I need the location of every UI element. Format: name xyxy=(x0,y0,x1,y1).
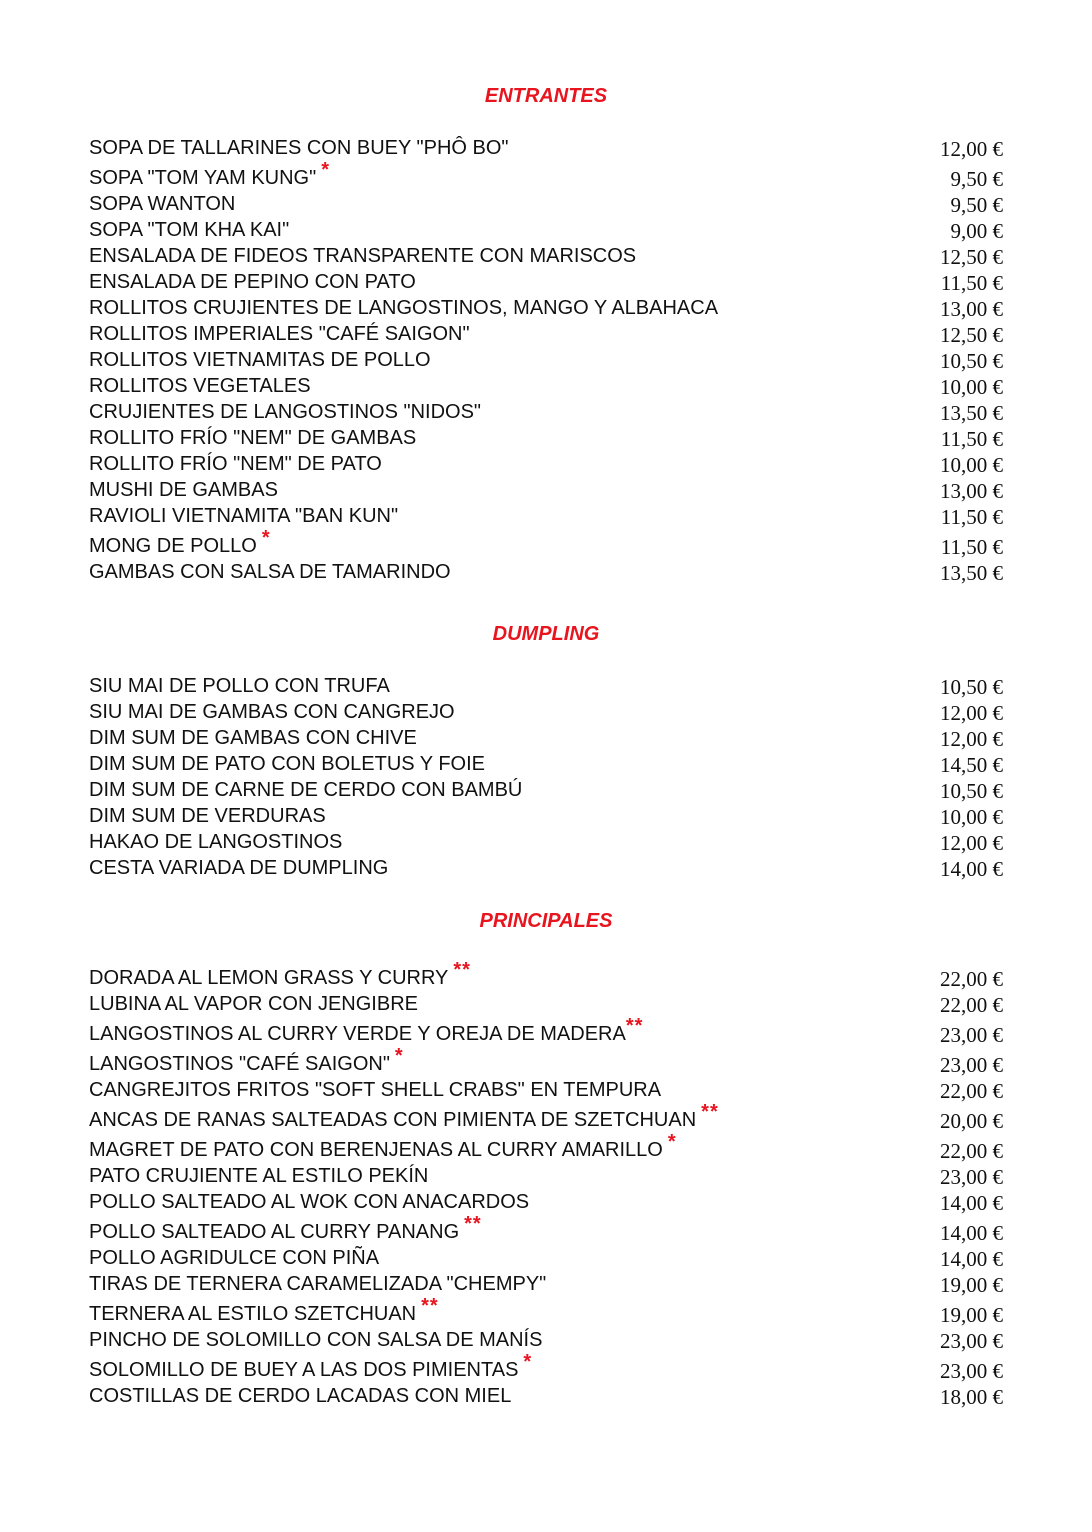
menu-item-price: 14,00 € xyxy=(940,1247,1003,1271)
menu-item xyxy=(89,159,1003,192)
menu-item-price: 10,50 € xyxy=(940,349,1003,373)
menu-item-price: 10,00 € xyxy=(940,453,1003,477)
spicy-marker: * xyxy=(667,1131,677,1153)
spicy-marker: * xyxy=(321,159,331,181)
menu-item xyxy=(89,1328,1003,1354)
menu-item xyxy=(89,322,1003,348)
menu-item-name xyxy=(89,1385,511,1407)
menu-item-label: SOPA WANTON xyxy=(89,193,236,215)
menu-item-name xyxy=(89,245,636,267)
menu-item xyxy=(89,752,1003,778)
menu-item-label: DIM SUM DE VERDURAS xyxy=(89,805,326,827)
menu-item xyxy=(89,1351,1003,1384)
menu-item-name xyxy=(89,727,417,749)
entrantes-list xyxy=(89,136,1003,586)
menu-item-label: ROLLITOS IMPERIALES "CAFÉ SAIGON" xyxy=(89,323,470,345)
dumpling-list xyxy=(89,674,1003,882)
menu-item-price: 10,00 € xyxy=(940,805,1003,829)
menu-item xyxy=(89,1045,1003,1078)
menu-item-price: 10,50 € xyxy=(940,675,1003,699)
menu-item-name xyxy=(89,561,451,583)
spicy-marker: * xyxy=(523,1351,533,1373)
menu-item-price: 10,00 € xyxy=(940,375,1003,399)
menu-item xyxy=(89,804,1003,830)
menu-item-price: 23,00 € xyxy=(940,1053,1003,1077)
menu-item-price: 12,00 € xyxy=(940,701,1003,725)
menu-item-label: SOPA "TOM YAM KUNG" xyxy=(89,167,317,189)
menu-item-name xyxy=(89,1213,482,1243)
menu-item-price: 11,50 € xyxy=(940,427,1003,451)
menu-item-label: LANGOSTINOS AL CURRY VERDE Y OREJA DE MADERA xyxy=(89,1023,626,1045)
menu-item-price: 14,50 € xyxy=(940,753,1003,777)
menu-item-label: ENSALADA DE FIDEOS TRANSPARENTE CON MARISCOS xyxy=(89,245,637,267)
menu-item xyxy=(89,856,1003,882)
menu-item-price: 18,00 € xyxy=(940,1385,1003,1409)
menu-item-label: ROLLITOS VIETNAMITAS DE POLLO xyxy=(89,349,431,371)
menu-item-name xyxy=(89,1295,439,1325)
menu-item xyxy=(89,1295,1003,1328)
menu-item-label: LANGOSTINOS "CAFÉ SAIGON" xyxy=(89,1053,390,1075)
menu-item-price: 12,00 € xyxy=(940,831,1003,855)
spicy-marker: ** xyxy=(464,1213,482,1235)
menu-item-name xyxy=(89,1165,428,1187)
menu-item-label: SIU MAI DE POLLO CON TRUFA xyxy=(89,675,390,697)
menu-item xyxy=(89,992,1003,1018)
menu-item-label: ROLLITOS VEGETALES xyxy=(89,375,311,397)
menu-item-name xyxy=(89,1351,533,1381)
menu-item-label: ENSALADA DE PEPINO CON PATO xyxy=(89,271,416,293)
menu-item-price: 14,00 € xyxy=(940,1221,1003,1245)
menu-item xyxy=(89,192,1003,218)
menu-item-name xyxy=(89,375,311,397)
menu-item xyxy=(89,478,1003,504)
spicy-marker: ** xyxy=(625,1015,644,1037)
menu-item-name xyxy=(89,1101,719,1131)
menu-item-price: 23,00 € xyxy=(940,1329,1003,1353)
menu-item xyxy=(89,1101,1003,1134)
menu-item-name xyxy=(89,1329,542,1351)
menu-item-price: 22,00 € xyxy=(940,967,1003,991)
menu-item-name xyxy=(89,753,485,775)
menu-item-label: ROLLITO FRÍO "NEM" DE GAMBAS xyxy=(89,427,417,449)
menu-item-price: 19,00 € xyxy=(940,1303,1003,1327)
menu-item xyxy=(89,452,1003,478)
menu-item-name xyxy=(89,323,470,345)
menu-item-price: 12,00 € xyxy=(940,727,1003,751)
menu-item xyxy=(89,218,1003,244)
menu-item-price: 23,00 € xyxy=(940,1359,1003,1383)
menu-item-name xyxy=(89,805,326,827)
menu-item-label: POLLO SALTEADO AL CURRY PANANG xyxy=(89,1221,460,1243)
menu-item-price: 11,50 € xyxy=(940,271,1003,295)
menu-item-price: 12,50 € xyxy=(940,245,1003,269)
menu-item-name xyxy=(89,193,235,215)
menu-item-label: SOLOMILLO DE BUEY A LAS DOS PIMIENTAS xyxy=(89,1359,519,1381)
menu-item-name xyxy=(89,1191,529,1213)
menu-item-name xyxy=(89,1247,379,1269)
menu-item-price: 14,00 € xyxy=(940,1191,1003,1215)
menu-item-label: DIM SUM DE PATO CON BOLETUS Y FOIE xyxy=(89,753,485,775)
menu-item-name xyxy=(89,701,455,723)
menu-item-price: 22,00 € xyxy=(940,1079,1003,1103)
menu-item xyxy=(89,1272,1003,1298)
menu-item xyxy=(89,136,1003,162)
menu-item-label: CRUJIENTES DE LANGOSTINOS "NIDOS" xyxy=(89,401,482,423)
menu-item-label: DORADA AL LEMON GRASS Y CURRY xyxy=(89,967,449,989)
section-title-principales: PRINCIPALES xyxy=(479,910,613,932)
menu-item xyxy=(89,1213,1003,1246)
menu-item xyxy=(89,1078,1003,1104)
menu-item xyxy=(89,778,1003,804)
menu-item-price: 19,00 € xyxy=(940,1273,1003,1297)
menu-item-label: POLLO SALTEADO AL WOK CON ANACARDOS xyxy=(89,1191,530,1213)
menu-item-name xyxy=(89,271,416,293)
menu-item-price: 20,00 € xyxy=(940,1109,1003,1133)
menu-item-name xyxy=(89,453,382,475)
menu-item-name xyxy=(89,349,431,371)
menu-item-name xyxy=(89,857,388,879)
menu-item-name xyxy=(89,427,416,449)
menu-item xyxy=(89,527,1003,560)
menu-item-price: 23,00 € xyxy=(940,1165,1003,1189)
menu-item xyxy=(89,1015,1003,1048)
menu-item-price: 13,00 € xyxy=(940,297,1003,321)
menu-item-label: POLLO AGRIDULCE CON PIÑA xyxy=(89,1247,380,1269)
menu-item-name xyxy=(89,297,718,319)
menu-item-label: MUSHI DE GAMBAS xyxy=(89,479,278,501)
menu-item xyxy=(89,504,1003,530)
spicy-marker: * xyxy=(261,527,271,549)
menu-item-label: MAGRET DE PATO CON BERENJENAS AL CURRY AMARILLO xyxy=(89,1139,663,1161)
menu-item-name xyxy=(89,1015,644,1045)
menu-item xyxy=(89,270,1003,296)
menu-item xyxy=(89,1164,1003,1190)
menu-item-name xyxy=(89,959,471,989)
menu-item-name xyxy=(89,675,390,697)
menu-item-name xyxy=(89,1131,677,1161)
menu-item-price: 23,00 € xyxy=(940,1023,1003,1047)
menu-item-label: SOPA "TOM KHA KAI" xyxy=(89,219,290,241)
menu-item-price: 13,50 € xyxy=(940,561,1003,585)
menu-item-price: 13,50 € xyxy=(940,401,1003,425)
menu-item-name xyxy=(89,1079,661,1101)
menu-item xyxy=(89,674,1003,700)
menu-item xyxy=(89,700,1003,726)
menu-item-name xyxy=(89,159,331,189)
menu-item xyxy=(89,348,1003,374)
menu-item-name xyxy=(89,779,522,801)
menu-item-label: ROLLITO FRÍO "NEM" DE PATO xyxy=(89,453,382,475)
menu-item-name xyxy=(89,1273,546,1295)
spicy-marker: ** xyxy=(421,1295,439,1317)
section-title-entrantes: ENTRANTES xyxy=(484,85,608,107)
menu-item-price: 22,00 € xyxy=(940,1139,1003,1163)
principales-list xyxy=(89,959,1003,1410)
menu-item-price: 12,00 € xyxy=(940,137,1003,161)
menu-item xyxy=(89,1131,1003,1164)
menu-item xyxy=(89,244,1003,270)
menu-item-label: CESTA VARIADA DE DUMPLING xyxy=(89,857,389,879)
spicy-marker: ** xyxy=(453,959,471,981)
spicy-marker: * xyxy=(394,1045,404,1067)
menu-item-label: TIRAS DE TERNERA CARAMELIZADA "CHEMPY" xyxy=(89,1273,547,1295)
menu-item-label: TERNERA AL ESTILO SZETCHUAN xyxy=(89,1303,417,1325)
menu-item-price: 22,00 € xyxy=(940,993,1003,1017)
spicy-marker: ** xyxy=(701,1101,719,1123)
menu-item-label: DIM SUM DE GAMBAS CON CHIVE xyxy=(89,727,417,749)
menu-item-name xyxy=(89,1045,404,1075)
menu-item-price: 11,50 € xyxy=(940,535,1003,559)
menu-item-name xyxy=(89,219,289,241)
menu-item-label: COSTILLAS DE CERDO LACADAS CON MIEL xyxy=(89,1385,512,1407)
menu-item-label: PATO CRUJIENTE AL ESTILO PEKÍN xyxy=(89,1165,429,1187)
menu-item-name xyxy=(89,831,342,853)
menu-item xyxy=(89,830,1003,856)
menu-item-label: CANGREJITOS FRITOS "SOFT SHELL CRABS" EN TEMPURA xyxy=(89,1079,662,1101)
menu-item xyxy=(89,1190,1003,1216)
menu-item-name xyxy=(89,479,278,501)
menu-item-label: ROLLITOS CRUJIENTES DE LANGOSTINOS, MANGO Y ALBAHACA xyxy=(89,297,719,319)
menu-item-label: ANCAS DE RANAS SALTEADAS CON PIMIENTA DE SZETCHUAN xyxy=(89,1109,697,1131)
menu-item-price: 10,50 € xyxy=(940,779,1003,803)
menu-item xyxy=(89,296,1003,322)
menu-item xyxy=(89,560,1003,586)
menu-item-price: 9,50 € xyxy=(950,193,1003,217)
menu-item xyxy=(89,1384,1003,1410)
menu-item xyxy=(89,959,1003,992)
menu-item-price: 12,50 € xyxy=(940,323,1003,347)
menu-item xyxy=(89,1246,1003,1272)
menu-item-name xyxy=(89,137,509,159)
menu-item-label: DIM SUM DE CARNE DE CERDO CON BAMBÚ xyxy=(89,779,523,801)
menu-item xyxy=(89,726,1003,752)
menu-item-price: 14,00 € xyxy=(940,857,1003,881)
menu-item-label: PINCHO DE SOLOMILLO CON SALSA DE MANÍS xyxy=(89,1329,543,1351)
menu-item-label: MONG DE POLLO xyxy=(89,535,257,557)
menu-item xyxy=(89,426,1003,452)
menu-item-label: SIU MAI DE GAMBAS CON CANGREJO xyxy=(89,701,455,723)
menu-item-name xyxy=(89,505,398,527)
menu-item xyxy=(89,400,1003,426)
menu-item-label: RAVIOLI VIETNAMITA "BAN KUN" xyxy=(89,505,399,527)
menu-item-name xyxy=(89,401,481,423)
section-title-dumpling: DUMPLING xyxy=(492,623,600,645)
menu-item-name xyxy=(89,527,271,557)
menu-item-label: SOPA DE TALLARINES CON BUEY "PHÔ BO" xyxy=(89,137,509,159)
menu-item xyxy=(89,374,1003,400)
menu-item-price: 9,00 € xyxy=(950,219,1003,243)
menu-item-price: 9,50 € xyxy=(950,167,1003,191)
menu-item-label: HAKAO DE LANGOSTINOS xyxy=(89,831,343,853)
menu-item-name xyxy=(89,993,418,1015)
menu-item-price: 11,50 € xyxy=(940,505,1003,529)
menu-item-label: LUBINA AL VAPOR CON JENGIBRE xyxy=(89,993,418,1015)
menu-item-price: 13,00 € xyxy=(940,479,1003,503)
menu-item-label: GAMBAS CON SALSA DE TAMARINDO xyxy=(89,561,451,583)
